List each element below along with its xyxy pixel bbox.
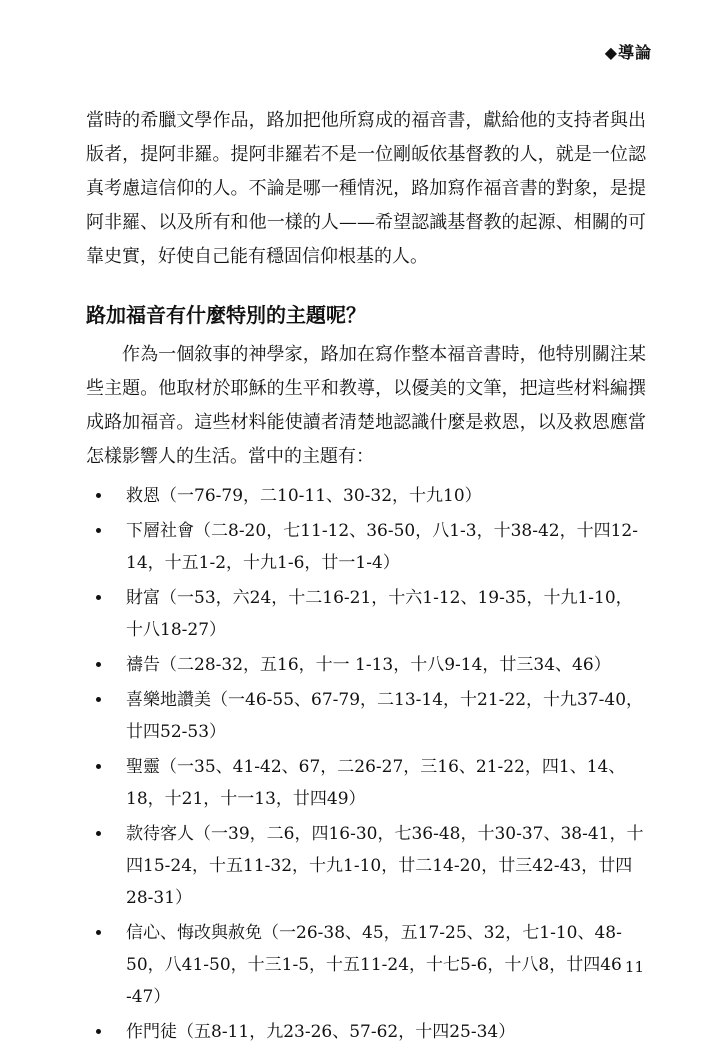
- intro-paragraph: 當時的希臘文學作品，路加把他所寫成的福音書，獻給他的支持者與出版者，提阿非羅。提阿非羅若不是一位剛皈依基督教的人，就是一位認真考慮這信仰的人。不論是哪一種情況，路加寫作福音書的對象，是提阿非羅、以及所有和他一樣的人——希望認識基督教的起源、相關的可靠史實，好使自己能有穩固信仰根基的人。: [86, 110, 646, 267]
- theme-item-lower-society: [86, 515, 646, 579]
- bullet-icon: [96, 595, 101, 600]
- theme-text: 作門徒（五8-11，九23-26、57-62，十四25-34）: [126, 1022, 516, 1042]
- theme-item-salvation: [86, 480, 646, 512]
- theme-text: 聖靈（一35、41-42、67，二26-27，三16、21-22，四1、14、18，十21，十一13，廿四49）: [126, 757, 626, 809]
- theme-item-discipleship: [86, 1016, 646, 1048]
- bullet-icon: [96, 662, 101, 667]
- bullet-icon: [96, 528, 101, 533]
- theme-item-wealth: [86, 582, 646, 646]
- page-number: 11: [624, 958, 644, 976]
- theme-text: 下層社會（二8-20，七11-12、36-50，八1-3，十38-42，十四12-14，十五1-2，十九1-6，廿一1-4）: [126, 521, 638, 573]
- theme-item-faith-repentance: [86, 917, 646, 1013]
- theme-item-prayer: [86, 649, 646, 681]
- bullet-icon: [96, 764, 101, 769]
- section-paragraph: 作為一個敘事的神學家，路加在寫作整本福音書時，他特別關注某些主題。他取材於耶穌的生平和教導，以優美的文筆，把這些材料編撰成路加福音。這些材料能使讀者清楚地認識什麼是救恩，以及救恩應當怎樣影響人的生活。當中的主題有：: [86, 344, 646, 467]
- theme-text: 財富（一53，六24，十二16-21，十六1-12、19-35，十九1-10，十八18-27）: [126, 588, 633, 640]
- running-header: ◆導論: [604, 43, 652, 62]
- bullet-icon: [96, 930, 101, 935]
- theme-text: 喜樂地讚美（一46-55、67-79，二13-14，十21-22，十九37-40，廿四52-53）: [126, 690, 644, 742]
- theme-text: 款待客人（一39，二6，四16-30，七36-48，十30-37、38-41，十四15-24，十五11-32，十九1-10，廿二14-20，廿三42-43，廿四28-31）: [126, 824, 644, 908]
- page-content: [86, 104, 646, 1051]
- bullet-icon: [96, 493, 101, 498]
- theme-item-holy-spirit: [86, 751, 646, 815]
- bullet-icon: [96, 831, 101, 836]
- theme-item-praise: [86, 684, 646, 748]
- theme-text: 救恩（一76-79，二10-11、30-32，十九10）: [126, 486, 482, 506]
- section-heading: 路加福音有什麼特別的主題呢？: [86, 303, 366, 327]
- theme-item-hospitality: [86, 818, 646, 914]
- bullet-icon: [96, 1029, 101, 1034]
- bullet-icon: [96, 697, 101, 702]
- theme-text: 禱告（二28-32，五16，十一 1-13，十八9-14，廿三34、46）: [126, 655, 611, 675]
- theme-text: 信心、悔改與赦免（一26-38、45，五17-25、32，七1-10、48-50，八41-50，十三1-5，十五11-24，十七5-6，十八8，廿四46 -47）: [126, 923, 622, 1007]
- theme-list: [86, 480, 646, 1048]
